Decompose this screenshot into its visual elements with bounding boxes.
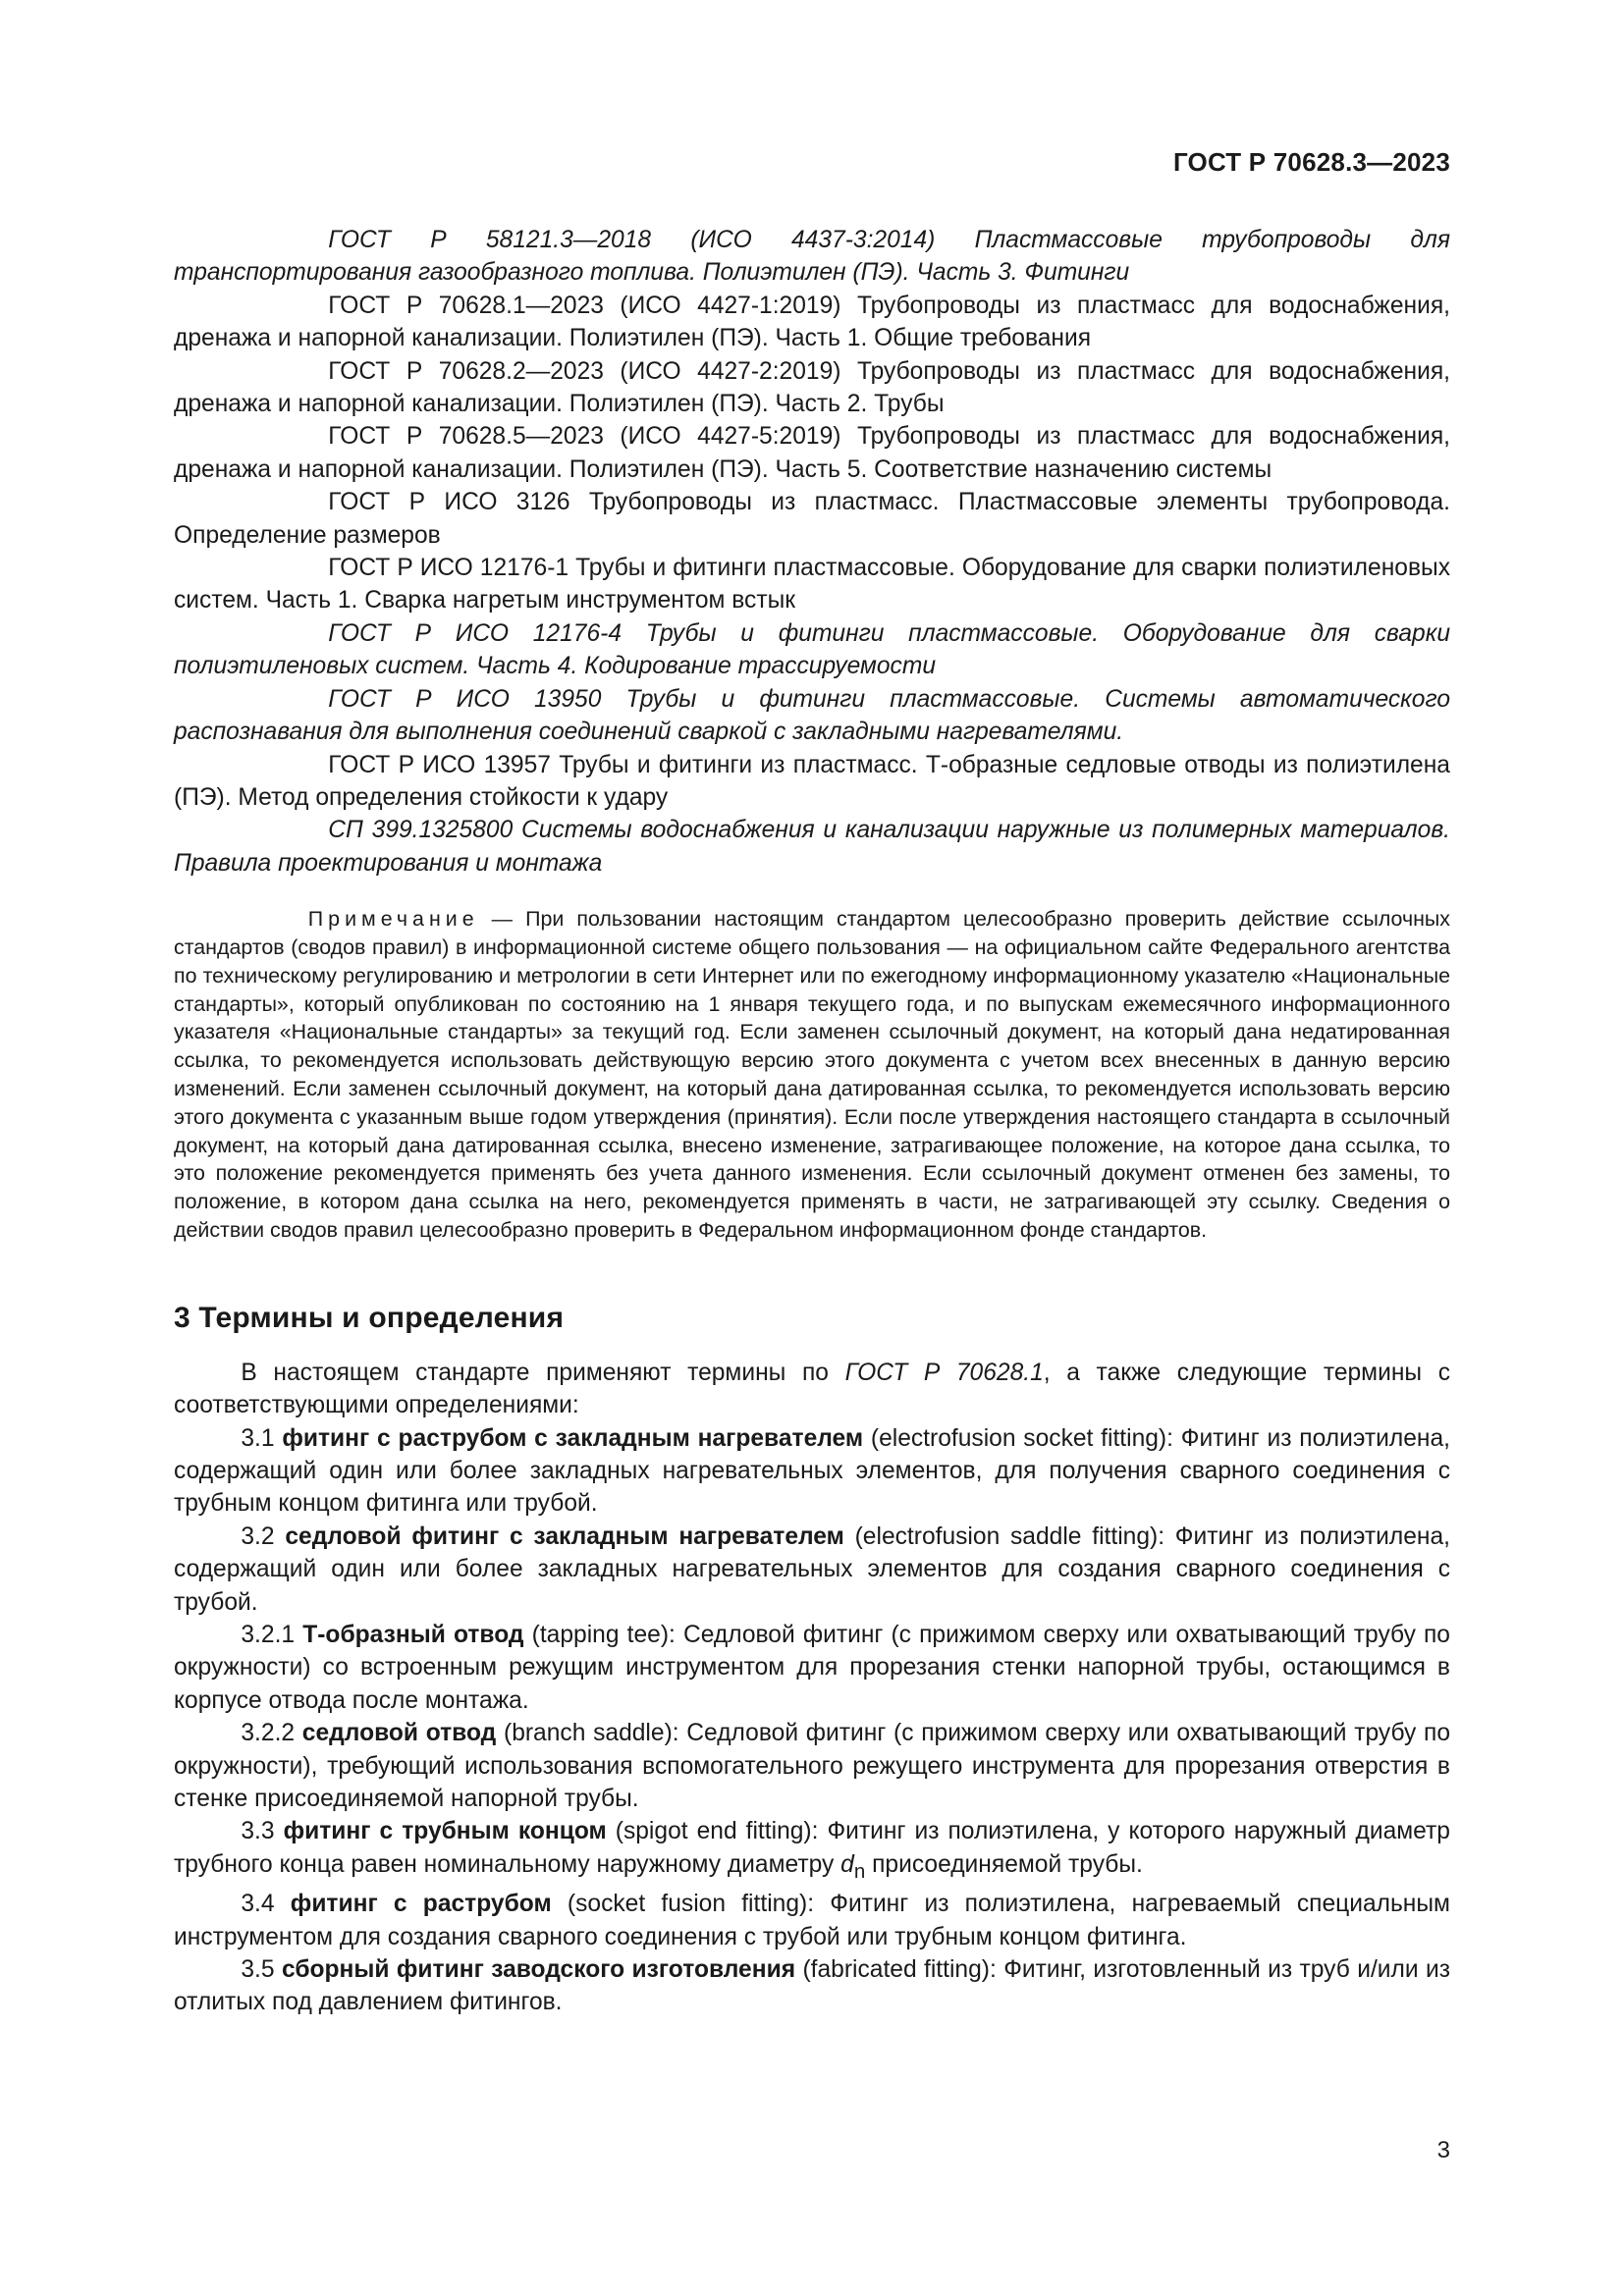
term-definition: (electrofusion saddle fitting): Фитинг из полиэтилена, содержащий один или более закладных нагревательных элементов для создания сварного соединения с трубой. bbox=[174, 1522, 1450, 1616]
section-heading-terms: 3 Термины и определения bbox=[174, 1301, 565, 1334]
section-intro bbox=[174, 1357, 1450, 1422]
term-definition: (electrofusion socket fitting): Фитинг из полиэтилена, содержащий один или более закладных нагревательных элементов, для получения сварного соединения с трубным концом фитинга или трубой. bbox=[174, 1424, 1450, 1518]
reference-item: ГОСТ Р 70628.5—2023 (ИСО 4427-5:2019) Трубопроводы из пластмасс для водоснабжения, дренажа и напорной канализации. Полиэтилен (ПЭ). Часть 5. Соответствие назначению системы bbox=[174, 423, 1450, 483]
term-name: седловой фитинг с закладным нагревателем bbox=[285, 1522, 844, 1550]
term-number: 3.2 bbox=[241, 1522, 275, 1550]
intro-text: В настоящем стандарте применяют термины по bbox=[241, 1359, 845, 1386]
term-definition-end: присоединяемой трубы. bbox=[865, 1850, 1143, 1878]
term-definition: (branch saddle): Седловой фитинг (с прижимом сверху или охватывающий трубу по окружности), требующий использования вспомогательного режущего инструмента для прорезания отверстия в стенке присоединяемой напорной трубы. bbox=[174, 1720, 1450, 1812]
term-definition: (tapping tee): Седловой фитинг (с прижимом сверху или охватывающий трубу по окружности) со встроенным режущим инструментом для прорезания стенки напорной трубы, остающимся в корпусе отвода после монтажа. bbox=[174, 1621, 1450, 1714]
term-number: 3.2.2 bbox=[241, 1720, 296, 1747]
note-text: — При пользовании настоящим стандартом целесообразно проверить действие ссылочных стандартов (сводов правил) в информационной системе общего пользования — на официальном сайте Федерального агентства по техническому регулированию и метрологии в сети Интернет или по ежегодному информационному указателю «Национальные стандарты», который опубликован по состоянию на 1 января текущего года, и по выпускам ежемесячного информационного указателя «Национальные стандарты» за текущий год. Если заменен ссылочный документ, на который дана недатированная ссылка, то рекомендуется использовать действующую версию этого документа с учетом всех внесенных в данную версию изменений. Если заменен ссылочный документ, на который дана датированная ссылка, то рекомендуется использовать версию этого документа с указанным выше годом утверждения (принятия). Если после утверждения настоящего стандарта в ссылочный документ, на который дана датированная ссылка, внесено изменение, затрагивающее положение, на которое дана ссылка, то это положение рекомендуется применять без учета данного изменения. Если ссылочный документ отменен без замены, то положение, в котором дана ссылка на него, рекомендуется применять в части, не затрагивающей эту ссылку. Сведения о действии сводов правил целесообразно проверить в Федеральном информационном фонде стандартов. bbox=[174, 907, 1450, 1242]
page-number: 3 bbox=[1436, 2137, 1450, 2163]
term-number: 3.3 bbox=[241, 1818, 275, 1845]
note-paragraph bbox=[174, 905, 1450, 1245]
reference-item: ГОСТ Р ИСО 13957 Трубы и фитинги из пластмасс. Т-образные седловые отводы из полиэтилена (ПЭ). Метод определения стойкости к удару bbox=[174, 751, 1450, 811]
term-definition: (socket fusion fitting): Фитинг из полиэтилена, нагреваемый специальным инструментом для создания сварного соединения с трубой или трубным концом фитинга. bbox=[174, 1891, 1450, 1950]
term-name: Т-образный отвод bbox=[302, 1621, 524, 1648]
reference-item: ГОСТ Р ИСО 3126 Трубопроводы из пластмасс. Пластмассовые элементы трубопровода. Определение размеров bbox=[174, 489, 1450, 549]
reference-item: ГОСТ Р 70628.1—2023 (ИСО 4427-1:2019) Трубопроводы из пластмасс для водоснабжения, дренажа и напорной канализации. Полиэтилен (ПЭ). Часть 1. Общие требования bbox=[174, 292, 1450, 352]
term-3-3 bbox=[174, 1815, 1450, 1888]
reference-item: ГОСТ Р ИСО 12176-4 Трубы и фитинги пластмассовые. Оборудование для сварки полиэтиленовых систем. Часть 4. Кодирование трассируемости bbox=[174, 619, 1450, 680]
note-label: Примечание bbox=[307, 907, 479, 932]
intro-reference: ГОСТ Р 70628.1 bbox=[844, 1359, 1044, 1386]
term-3-2 bbox=[174, 1521, 1450, 1619]
reference-item: ГОСТ Р ИСО 13950 Трубы и фитинги пластмассовые. Системы автоматического распознавания для выполнения соединений сваркой с закладными нагревателями. bbox=[174, 685, 1450, 746]
term-definition: (fabricated fitting): Фитинг, изготовленный из труб и/или из отлитых под давлением фитингов. bbox=[174, 1955, 1450, 2016]
normative-references-list bbox=[174, 224, 1450, 880]
term-3-4 bbox=[174, 1888, 1450, 1953]
reference-item: ГОСТ Р 70628.2—2023 (ИСО 4427-2:2019) Трубопроводы из пластмасс для водоснабжения, дренажа и напорной канализации. Полиэтилен (ПЭ). Часть 2. Трубы bbox=[174, 357, 1450, 418]
term-3-5 bbox=[174, 1953, 1450, 2019]
diameter-symbol: d bbox=[840, 1850, 854, 1878]
term-name: фитинг с трубным концом bbox=[283, 1818, 607, 1845]
term-name: фитинг с раструбом bbox=[290, 1891, 552, 1918]
term-3-2-2 bbox=[174, 1717, 1450, 1815]
term-number: 3.4 bbox=[241, 1891, 275, 1918]
term-name: сборный фитинг заводского изготовления bbox=[281, 1955, 796, 1983]
term-definition: (spigot end fitting): Фитинг из полиэтилена, у которого наружный диаметр трубного конца равен номинальному наружному диаметру bbox=[174, 1818, 1450, 1878]
term-name: фитинг с раструбом с закладным нагревателем bbox=[282, 1424, 864, 1452]
term-3-2-1 bbox=[174, 1619, 1450, 1717]
intro-text-end: , а также следующие термины с соответствующими определениями: bbox=[174, 1359, 1450, 1419]
document-number-header: ГОСТ Р 70628.3—2023 bbox=[1172, 147, 1450, 177]
diameter-subscript: n bbox=[853, 1859, 866, 1883]
reference-item: ГОСТ Р ИСО 12176-1 Трубы и фитинги пластмассовые. Оборудование для сварки полиэтиленовых систем. Часть 1. Сварка нагретым инструментом встык bbox=[174, 555, 1450, 614]
term-number: 3.5 bbox=[241, 1955, 275, 1983]
reference-item: ГОСТ Р 58121.3—2018 (ИСО 4437-3:2014) Пластмассовые трубопроводы для транспортирования газообразного топлива. Полиэтилен (ПЭ). Часть 3. Фитинги bbox=[174, 227, 1450, 287]
term-number: 3.2.1 bbox=[241, 1621, 296, 1648]
reference-item: СП 399.1325800 Системы водоснабжения и канализации наружные из полимерных материалов. Правила проектирования и монтажа bbox=[174, 817, 1450, 877]
term-3-1 bbox=[174, 1422, 1450, 1521]
term-name: седловой отвод bbox=[301, 1720, 497, 1747]
page-content bbox=[174, 224, 1450, 2019]
term-number: 3.1 bbox=[241, 1424, 275, 1452]
